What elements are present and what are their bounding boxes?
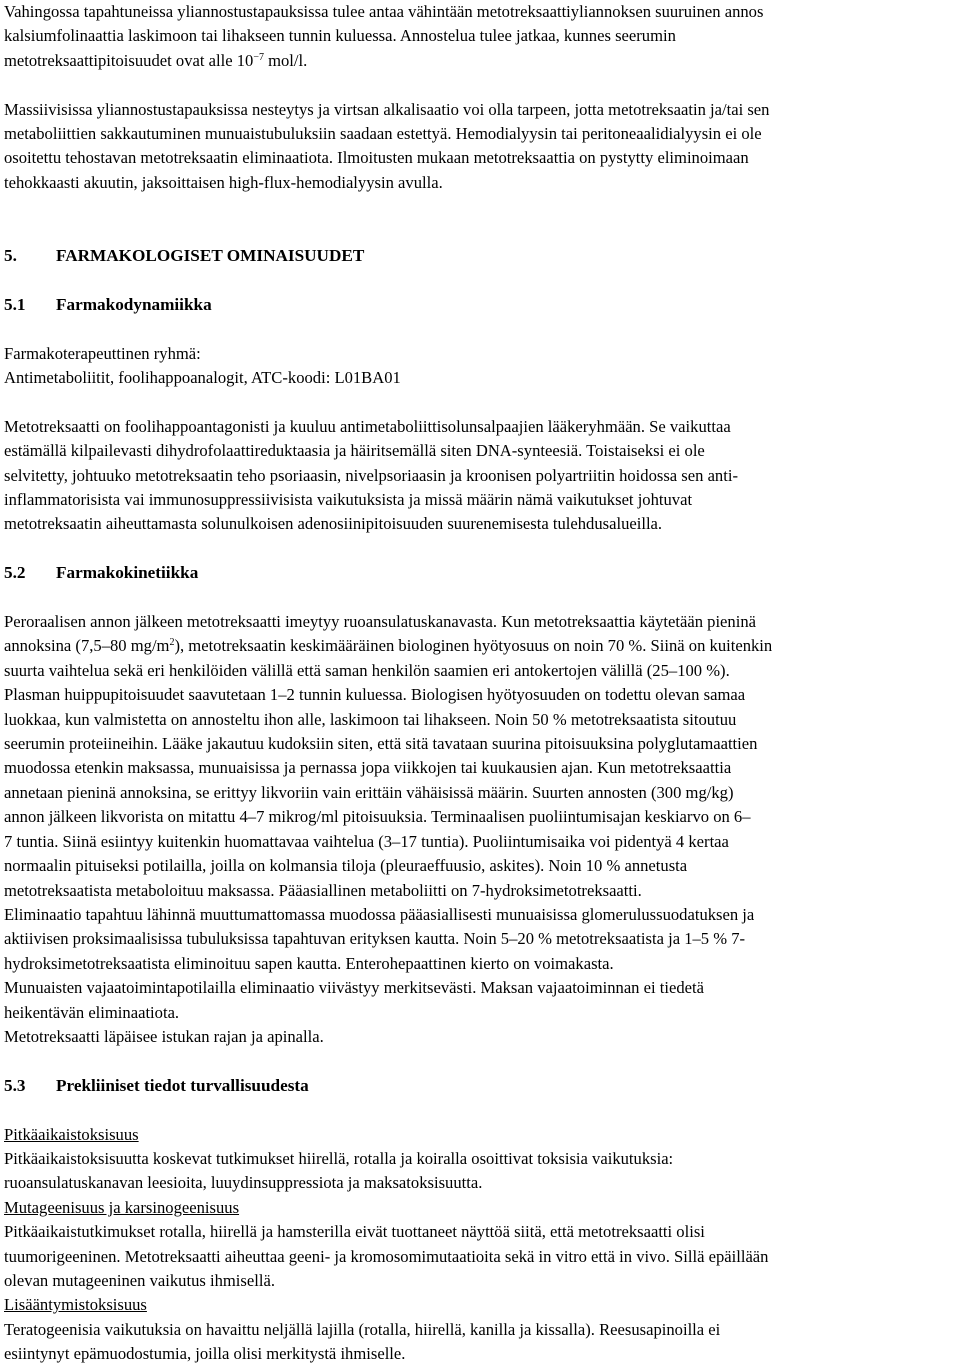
spacer (4, 195, 956, 219)
section-title: Prekliiniset tiedot turvallisuudesta (56, 1075, 309, 1095)
section-heading-5-1 (4, 293, 956, 317)
subsection-title-reproductive-toxicity: Lisääntymistoksisuus (4, 1295, 147, 1315)
text-line: Massiivisissa yliannostustapauksissa nesteytys ja virtsan alkalisaatio voi olla tarpeen, jotta metotreksaatin ja/tai sen (4, 99, 770, 119)
text-line: kalsiumfolinaattia laskimoon tai lihakseen tunnin kuluessa. Annostelua tulee jatkaa, kunnes seerumin (4, 26, 676, 46)
spacer (4, 73, 956, 97)
text-line: Munuaisten vajaatoimintapotilailla eliminaatio viivästyy merkitsevästi. Maksan vajaatoiminnan ei tiedetä (4, 978, 704, 998)
text-fragment: mol/l. (263, 50, 308, 70)
text-line: tuumorigeeninen. Metotreksaatti aiheuttaa geeni- ja kromosomimutaatioita sekä in vitro että in vivo. Sillä epäillään (4, 1246, 769, 1266)
overdose-paragraph-2 (4, 98, 956, 196)
superscript: 2 (169, 637, 175, 649)
text-fragment: ), metotreksaatin keskimääräinen biologinen hyötyosuus on noin 70 %. Siinä on kuitenkin (174, 636, 773, 656)
spacer (4, 586, 956, 610)
text-line: osoitettu tehostavan metotreksaatin eliminaatiota. Ilmoitusten mukaan metotreksaattia on pystytty eliminoimaan (4, 148, 749, 168)
spacer (4, 537, 956, 561)
text-line: Teratogeenisia vaikutuksia on havaittu neljällä lajilla (rotalla, hiirellä, kanilla ja kissalla). Reesusapinoilla ei (4, 1319, 721, 1339)
spacer (4, 220, 956, 244)
section-title: Farmakokinetiikka (56, 563, 199, 583)
text-line: tehokkaasti akuutin, jaksoittaisen high-flux-hemodialyysin avulla. (4, 172, 443, 192)
text-line: annetaan pieninä annoksina, se erittyy likvoriin vain erittäin vähäisissä määrin. Suurten annosten (300 mg/kg) (4, 782, 734, 802)
text-line: selvitetty, johtuuko metotreksaatin teho psoriaasin, nivelpsoriaasin ja kroonisen polyartriitin hoidossa sen anti- (4, 465, 738, 485)
text-line: inflammatorisista vai immunosuppressiivisista vaikutuksista ja missä määrin nämä vaikutukset johtuvat (4, 490, 693, 510)
section-number: 5.2 (4, 563, 26, 583)
text-fragment: annoksina (7,5–80 mg/m (4, 636, 170, 656)
text-line: seerumin proteiineihin. Lääke jakautuu kudoksiin siten, että sitä tavataan suurina pitoisuuksina polyglutamaattien (4, 734, 758, 754)
spacer (4, 1049, 956, 1073)
text-line: 7 tuntia. Siinä esiintyy kuitenkin huomattavaa vaihtelua (3–17 tuntia). Puoliintumisaika voi pidentyä 4 kertaa (4, 831, 729, 851)
text-line: normaalin pituiseksi potilailla, joilla on kolmansia tiloja (pleuraeffuusio, askites). Noin 10 % annetusta (4, 856, 688, 876)
spacer (4, 317, 956, 341)
superscript: −7 (253, 51, 264, 63)
text-fragment: metotreksaattipitoisuudet ovat alle 10 (4, 50, 254, 70)
text-line: ruoansulatuskanavan leesioita, luuydinsuppressiota ja maksatoksisuutta. (4, 1173, 483, 1193)
text-line: estämällä kilpailevasti dihydrofolaattireduktaasia ja häiritsemällä siten DNA-synteesiä. Toistaiseksi ei ole (4, 441, 705, 461)
spacer (4, 268, 956, 292)
text-line: hydroksimetotreksaatista eliminoituu sapen kautta. Enterohepaattinen kierto on voimakasta. (4, 953, 614, 973)
section-number: 5.3 (4, 1075, 26, 1095)
text-line: metotreksaatista metaboloituu maksassa. Pääasiallinen metaboliitti on 7-hydroksimetotreksaatti. (4, 880, 642, 900)
text-line: annon jälkeen likvorista on mitattu 4–7 mikrog/ml pitoisuuksia. Terminaalisen puoliintumisajan keskiarvo on 6– (4, 807, 751, 827)
text-line: Pitkäaikaistutkimukset rotalla, hiirellä ja hamsterilla eivät tuottaneet näyttöä siitä, että metotreksaatti olisi (4, 1222, 705, 1242)
spacer (4, 1098, 956, 1122)
text-line: heikentävän eliminaatiota. (4, 1002, 180, 1022)
section-heading-5 (4, 244, 956, 268)
text-line: suurta vaihtelua sekä eri henkilöiden välillä että saman henkilön saamien eri antokertojen välillä (25–100 %). (4, 660, 730, 680)
text-line: aktiivisen proksimaalisissa tubuluksissa tapahtuvan erityksen kautta. Noin 5–20 % metotreksaatista ja 1–5 % 7- (4, 929, 746, 949)
pharmacodynamics-paragraph (4, 415, 956, 537)
spacer (4, 390, 956, 414)
subsection-title-mutagenicity: Mutageenisuus ja karsinogeenisuus (4, 1197, 240, 1217)
text-line: luokkaa, kun valmistetta on annosteltu ihon alle, laskimoon tai lihakseen. Noin 50 % metotreksaatista sitoutuu (4, 709, 737, 729)
text-line: Vahingossa tapahtuneissa yliannostustapauksissa tulee antaa vähintään metotreksaattiyliannoksen suuruinen annos (4, 2, 764, 21)
pharmacokinetics-paragraph (4, 610, 956, 1049)
text-line: metaboliittien sakkautuminen munuaistubuluksiin saadaan estettyä. Hemodialyysin tai peritoneaalidialyysin ei ole (4, 124, 762, 144)
section-number: 5.1 (4, 294, 26, 314)
section-title: Farmakodynamiikka (56, 294, 212, 314)
section-heading-5-3 (4, 1074, 956, 1098)
subsection-title-long-term-toxicity: Pitkäaikaistoksisuus (4, 1124, 139, 1144)
text-line: Eliminaatio tapahtuu lähinnä muuttumattomassa muodossa pääasiallisesti munuaisissa glomerulussuodatuksen ja (4, 904, 755, 924)
section-title: FARMAKOLOGISET OMINAISUUDET (56, 246, 365, 266)
document-page (4, 0, 956, 1367)
section-heading-5-2 (4, 561, 956, 585)
text-line: metotreksaatin aiheuttamasta solunulkoisen adenosiinipitoisuuden suurenemisesta tulehdusalueilla. (4, 514, 663, 534)
text-line: muodossa etenkin maksassa, munuaisissa ja pernassa jopa viikkojen tai kuukausien ajan. Kun metotreksaattia (4, 758, 732, 778)
text-line: Farmakoterapeuttinen ryhmä: (4, 343, 201, 363)
text-line: Metotreksaatti on foolihappoantagonisti ja kuuluu antimetaboliittisolunsalpaajien lääkeryhmään. Se vaikuttaa (4, 416, 731, 436)
section-number: 5. (4, 246, 17, 266)
text-line: Plasman huippupitoisuudet saavutetaan 1–2 tunnin kuluessa. Biologisen hyötyosuuden on todettu olevan samaa (4, 685, 746, 705)
overdose-paragraph-1 (4, 0, 956, 73)
text-line: Antimetaboliitit, foolihappoanalogit, ATC-koodi: L01BA01 (4, 368, 401, 388)
text-line (4, 49, 956, 73)
text-line (4, 634, 956, 658)
text-line: Metotreksaatti läpäisee istukan rajan ja apinalla. (4, 1026, 324, 1046)
text-line: olevan mutageeninen vaikutus ihmisellä. (4, 1270, 275, 1290)
text-line: Peroraalisen annon jälkeen metotreksaatti imeytyy ruoansulatuskanavasta. Kun metotreksaattia käytetään pieninä (4, 612, 756, 632)
text-line: Pitkäaikaistoksisuutta koskevat tutkimukset hiirellä, rotalla ja koiralla osoittivat toksisia vaikutuksia: (4, 1148, 674, 1168)
text-line: esiintynyt epämuodostumia, joilla olisi merkitystä ihmiselle. (4, 1344, 406, 1364)
